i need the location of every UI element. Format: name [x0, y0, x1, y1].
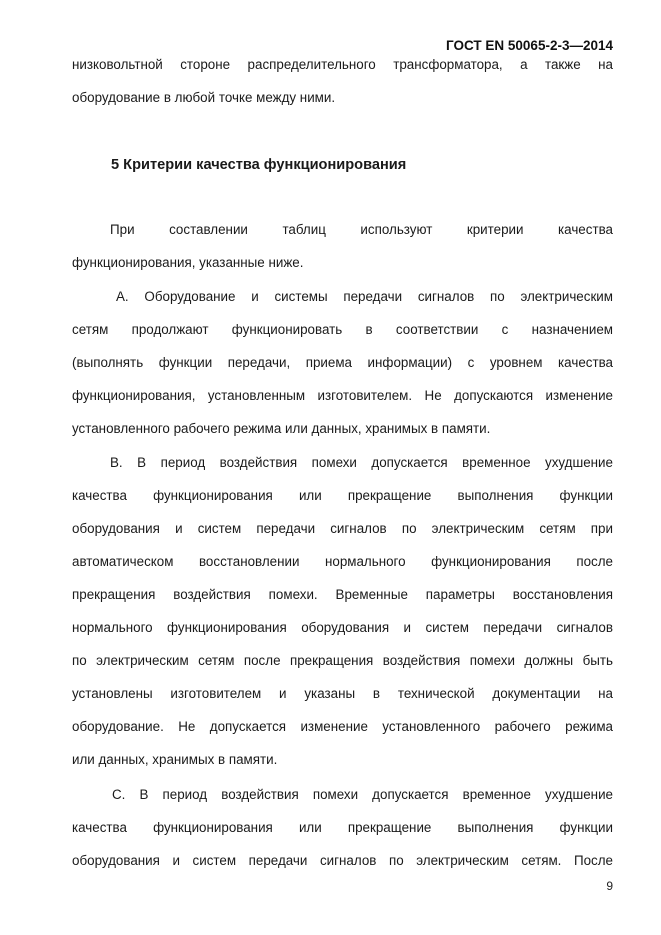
document-id: ГОСТ EN 50065-2-3—2014	[446, 38, 613, 53]
text-line: нормального функционирования оборудования и систем передачи сигналов	[72, 620, 613, 635]
text-line: качества функционирования или прекращение выполнения функции	[72, 820, 613, 835]
page-number: 9	[606, 879, 613, 893]
text-line: прекращения воздействия помехи. Временные параметры восстановления	[72, 587, 613, 602]
text-line: оборудования и систем передачи сигналов по электрическим сетям при	[72, 521, 613, 536]
text-line: качества функционирования или прекращение выполнения функции	[72, 488, 613, 503]
text-line: оборудования и систем передачи сигналов по электрическим сетям. После	[72, 853, 613, 868]
text-line: При составлении таблиц используют критерии качества	[110, 222, 613, 237]
text-line: низковольтной стороне распределительного трансформатора, а также на	[72, 57, 613, 72]
text-line: В. В период воздействия помехи допускается временное ухудшение	[110, 455, 613, 470]
text-line: функционирования, указанные ниже.	[72, 255, 304, 270]
text-line: установлены изготовителем и указаны в технической документации на	[72, 686, 613, 701]
text-line: автоматическом восстановлении нормального функционирования после	[72, 554, 613, 569]
text-line: функционирования, установленным изготовителем. Не допускаются изменение	[72, 388, 613, 403]
text-line: по электрическим сетям после прекращения воздействия помехи должны быть	[72, 653, 613, 668]
text-line: оборудование в любой точке между ними.	[72, 90, 336, 105]
text-line: (выполнять функции передачи, приема информации) с уровнем качества	[72, 355, 613, 370]
text-line: С. В период воздействия помехи допускается временное ухудшение	[112, 787, 613, 802]
text-line: А. Оборудование и системы передачи сигналов по электрическим	[116, 289, 613, 304]
text-line: сетям продолжают функционировать в соответствии с назначением	[72, 322, 613, 337]
section-heading: 5 Критерии качества функционирования	[111, 157, 407, 173]
text-line: установленного рабочего режима или данных, хранимых в памяти.	[72, 421, 491, 436]
text-line: или данных, хранимых в памяти.	[72, 752, 278, 767]
text-line: оборудование. Не допускается изменение установленного рабочего режима	[72, 719, 613, 734]
